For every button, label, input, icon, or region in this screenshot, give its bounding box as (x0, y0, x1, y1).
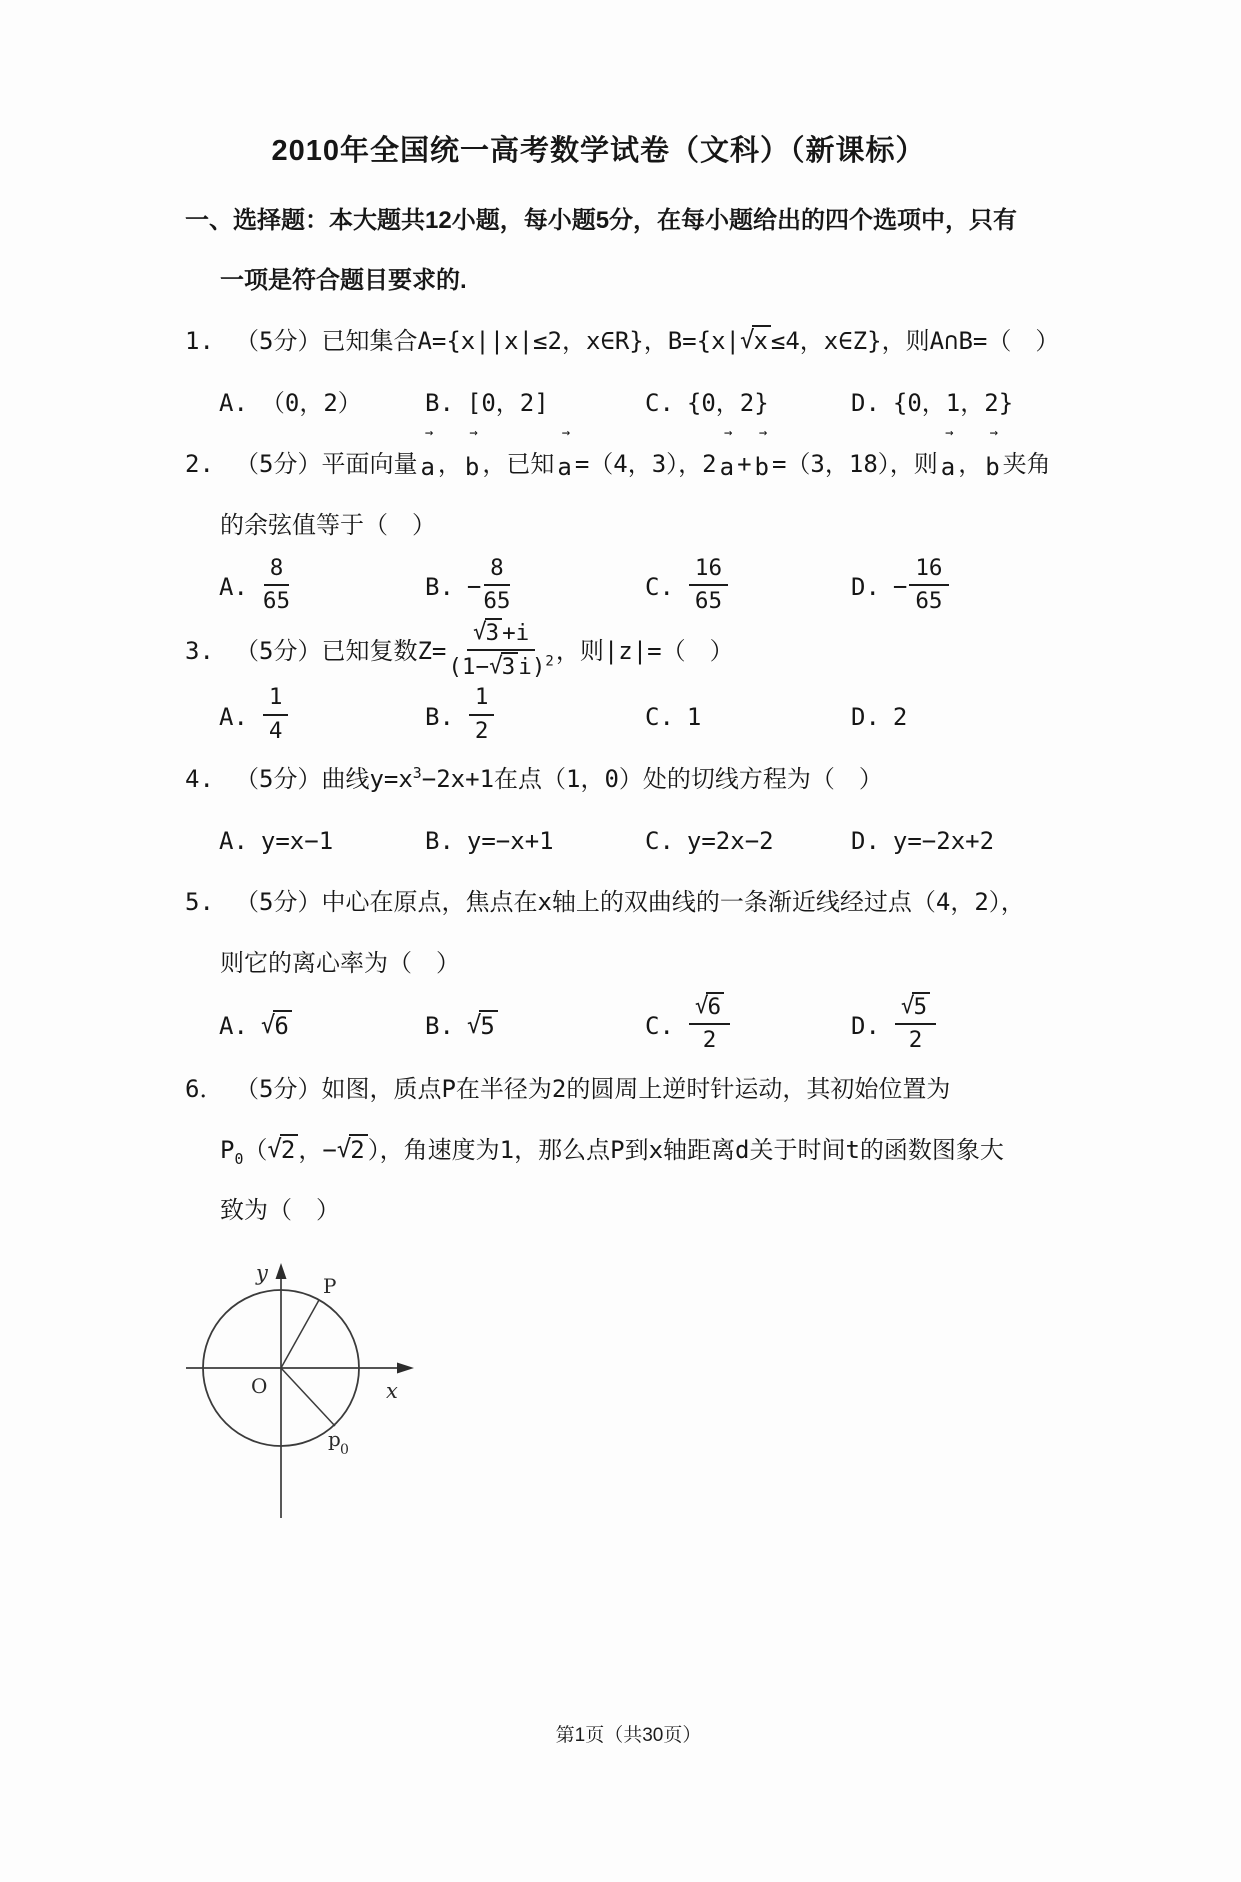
question-4-option-c: C. y=2x−2 (645, 826, 774, 855)
y-axis-arrowhead (276, 1263, 287, 1279)
question-1-stem (185, 311, 1072, 372)
y-axis-label: y (256, 1260, 268, 1285)
question-4-body: （5分）曲线$y=x^3-2x+1$在点（1，0）处的切线方程为（ ） (235, 763, 883, 793)
question-2-body-line-2: 的余弦值等于（ ） (220, 511, 436, 539)
question-4-option-a: A. y=x−1 (219, 826, 334, 855)
question-5-body-line-2: 则它的离心率为（ ） (220, 948, 460, 977)
question-3-option-a: A. $\frac{1}{4}$ (219, 685, 425, 748)
question-1-option-c: C. {0，2} (645, 389, 769, 417)
question-5-number: 5. (185, 887, 214, 916)
question-2-option-c: C. $\frac{16}{65}$ (645, 556, 851, 619)
question-5-options (185, 994, 1072, 1058)
question-4 (185, 749, 1072, 871)
origin-label: O (251, 1373, 268, 1398)
radius-to-p0 (281, 1368, 335, 1426)
question-2-body-line-1: （5分）平面向量 → a ， → b ，已知 → a =（4，3），2 → a + → b =（3，18），则 → a ， → b 夹角 (235, 424, 1051, 481)
question-5-option-a: A. √6 (219, 1010, 425, 1041)
question-3 (185, 620, 1072, 748)
point-p0-subscript: 0 (340, 1441, 349, 1458)
question-6-stem (185, 1059, 1072, 1120)
question-5-body-line-1: （5分）中心在原点，焦点在x轴上的双曲线的一条渐近线经过点（4，2）， (235, 887, 1025, 916)
question-1-option-b: B. [0，2] (425, 389, 549, 417)
question-5-option-c: C. $\frac{√6}{2}$ (645, 994, 851, 1058)
question-6-body-line-1: （5分）如图，质点P在半径为2的圆周上逆时针运动，其初始位置为 (235, 1074, 951, 1103)
section-heading-line-1: 一、选择题：本大题共12小题，每小题5分，在每小题给出的四个选项中，只有 (185, 207, 1018, 234)
section-heading (185, 191, 1072, 311)
question-5-option-b: B. √5 (425, 1010, 645, 1041)
section-heading-line-2: 一项是符合题目要求的. (220, 267, 467, 294)
question-3-option-d: D. 2 (851, 702, 908, 731)
question-3-option-b: B. $\frac{1}{2}$ (425, 685, 645, 748)
page-title: 2010年全国统一高考数学试卷（文科）（新课标） (271, 135, 926, 167)
question-3-stem (185, 620, 1072, 685)
question-3-body: （5分）已知复数Z= $\frac{√3 +i}{(1-√3 i)^2}$ ，则|z|=（ ） (235, 618, 734, 680)
question-6-body-line-3: 致为（ ） (220, 1195, 340, 1224)
point-p0-label: p (328, 1426, 341, 1451)
radius-to-p (281, 1300, 319, 1368)
exam-content (185, 191, 1072, 1532)
question-1-options (185, 373, 1072, 433)
question-1 (185, 311, 1072, 433)
question-1-option-a: A. （0，2） (219, 389, 362, 417)
question-1-option-d: D. {0，1，2} (851, 389, 1014, 417)
question-5-stem (185, 872, 1072, 933)
question-4-number: 4. (185, 764, 214, 793)
page-number-footer: 第1页（共30页） (555, 1725, 702, 1746)
question-4-stem (185, 749, 1072, 810)
question-2-option-b: B. − $\frac{8}{65}$ (425, 555, 511, 615)
question-3-number: 3. (185, 636, 214, 665)
question-3-options (185, 685, 1072, 748)
question-1-number: 1. (185, 327, 214, 355)
question-6-circle-figure (173, 1256, 453, 1532)
question-3-option-c: C. 1 (645, 702, 702, 731)
question-4-option-b: B. y=−x+1 (425, 826, 554, 855)
question-1-body: （5分）已知集合A={x||x|≤2，x∈R}，B={x|√x ≤4，x∈Z}，则A∩B=（ ） (235, 326, 1060, 355)
question-2-option-a: A. $\frac{8}{65}$ (219, 555, 291, 615)
question-5-option-d: D. $\frac{√5}{2}$ (851, 994, 1072, 1058)
question-5 (185, 872, 1072, 1058)
question-2-stem (185, 424, 1072, 495)
x-axis-label: x (386, 1378, 398, 1403)
question-4-option-d: D. y=−2x+2 (851, 826, 995, 855)
question-2-number: 2. (185, 450, 214, 478)
question-6-body-line-2: $P_0(√2$ ，−√2 ），角速度为1，那么点P到x轴距离d关于时间t的函数图象大 (220, 1134, 1004, 1168)
question-2 (185, 424, 1072, 619)
point-p-label: P (323, 1273, 337, 1298)
question-2-options (185, 556, 1072, 619)
x-axis-arrowhead (397, 1362, 414, 1373)
question-4-options (185, 811, 1072, 871)
question-2-option-d: D. − $\frac{16}{65}$ (851, 556, 1072, 619)
question-6-number: 6． (185, 1074, 224, 1103)
exam-page (0, 128, 1241, 1882)
question-6 (185, 1059, 1072, 1532)
